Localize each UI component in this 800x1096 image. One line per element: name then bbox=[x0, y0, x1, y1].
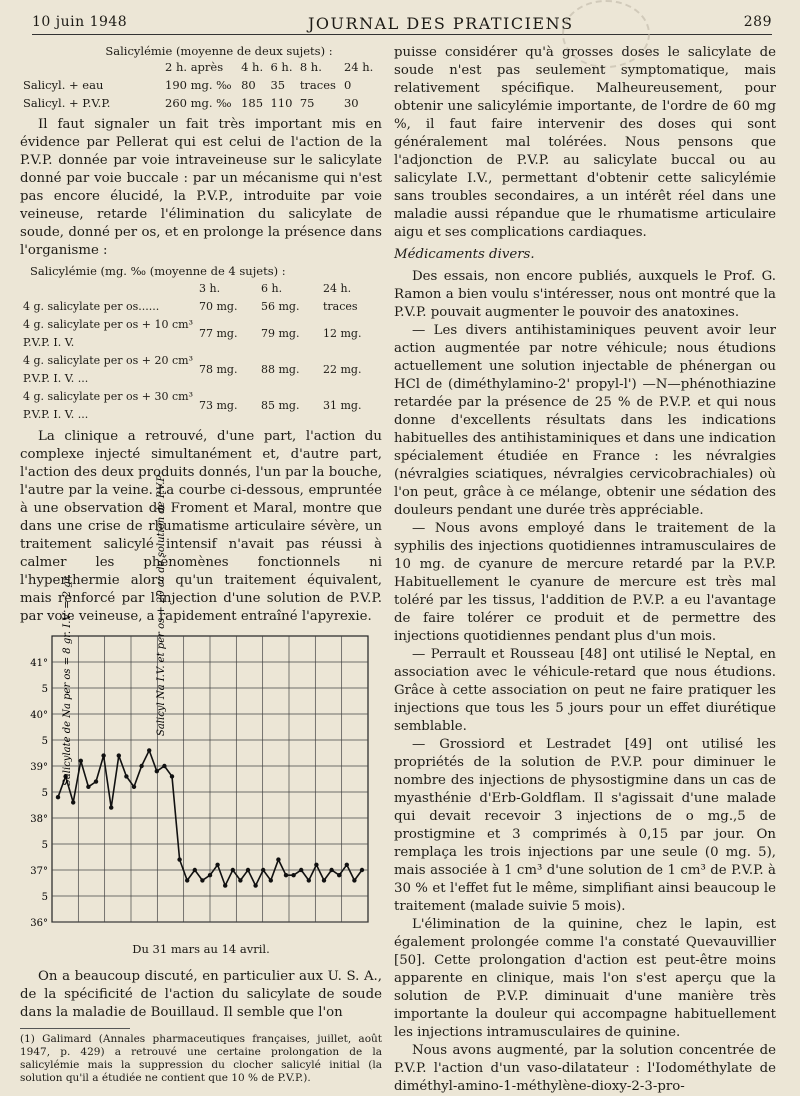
table2 bbox=[20, 280, 382, 424]
data-point bbox=[177, 857, 181, 861]
cell: 260 mg. ‰ bbox=[165, 96, 232, 110]
data-point bbox=[322, 878, 326, 882]
data-point bbox=[276, 857, 280, 861]
data-point bbox=[238, 878, 242, 882]
salicylemie-table-2 bbox=[20, 262, 382, 424]
cell: 30 bbox=[343, 96, 359, 110]
data-point bbox=[360, 868, 364, 872]
data-point bbox=[132, 785, 136, 789]
table1-col: 2 h. après bbox=[165, 60, 224, 74]
left-column bbox=[20, 44, 382, 1085]
cell: 190 mg. ‰ bbox=[165, 78, 232, 92]
cell: 22 mg. bbox=[323, 363, 362, 376]
cell: 185 bbox=[241, 96, 264, 110]
table1-title: Salicylémie (moyenne de deux sujets) : bbox=[105, 44, 333, 58]
table1-col: 24 h. bbox=[343, 60, 374, 74]
data-point bbox=[170, 774, 174, 778]
paragraph: Il faut signaler un fait très important mis en évidence par Pellerat qui est celui de l'action de la P.V.P. donnée par voie intraveineuse sur le salicylate donné par voie buccale : par un mécanisme qui n'est pas encore élucidé, la P.V.P., introduite par voie veineuse, retarde l'élimination du salicylate de soude, donné per os, et en prolonge la présence dans l'organisme : bbox=[20, 117, 382, 258]
row-label: 4 g. salicylate per os + 30 cm³ P.V.P. I. V. ... bbox=[23, 390, 193, 421]
footnote-divider bbox=[20, 1028, 130, 1029]
header-journal-title: JOURNAL DES PRATICIENS bbox=[308, 14, 574, 33]
data-point bbox=[284, 873, 288, 877]
data-point bbox=[329, 868, 333, 872]
row-label: 4 g. salicylate per os + 20 cm³ P.V.P. I. V. ... bbox=[23, 354, 193, 385]
data-point bbox=[56, 795, 60, 799]
cell: 0 bbox=[343, 78, 352, 92]
data-point bbox=[352, 878, 356, 882]
table-row bbox=[20, 388, 382, 424]
y-tick-label: 37° bbox=[30, 866, 48, 877]
footnote: (1) Galimard (Annales pharmaceutiques françaises, juillet, août 1947, p. 429) a retrouvé une certaine prolongation de la salicylémie mais la suppression du clocher salicylé initial (la solution qu'il a étudiée ne contient que 10 % de P.V.P.). bbox=[20, 1033, 382, 1084]
data-point bbox=[185, 878, 189, 882]
cell: 79 mg. bbox=[261, 327, 300, 340]
table1-col: 4 h. bbox=[241, 60, 264, 74]
y-tick-label: 5 bbox=[41, 788, 48, 799]
data-point bbox=[269, 878, 273, 882]
salicylemie-table-1 bbox=[23, 44, 378, 112]
annotation-salicyl-pvp: Salicyl Na I.V. et per os + 20 cc de solution de P.V.P. bbox=[156, 473, 167, 736]
y-tick-label: 5 bbox=[41, 736, 48, 747]
table-row bbox=[20, 316, 382, 352]
header-date: 10 juin 1948 bbox=[32, 14, 128, 30]
data-point bbox=[147, 748, 151, 752]
data-point bbox=[246, 868, 250, 872]
cell: 110 bbox=[270, 96, 293, 110]
page-header bbox=[32, 8, 772, 35]
data-point bbox=[314, 863, 318, 867]
table2-col: 3 h. bbox=[199, 282, 221, 295]
cell: 77 mg. bbox=[199, 327, 238, 340]
cell: traces bbox=[299, 78, 336, 92]
paragraph: L'élimination de la quinine, chez le lapin, est également prolongée comme l'a constaté Quevauvillier [50]. Cette prolongation d'action est peut-être moins apparente en clinique, mais l'on s'est aperçu que la solution de P.V.P. diminuait d'une manière très importante la douleur qui accompagne habituellement les injections intramusculaires de quinine. bbox=[394, 917, 776, 1040]
row-label: Salicyl. + eau bbox=[23, 78, 104, 92]
data-point bbox=[86, 785, 90, 789]
y-tick-label: 41° bbox=[30, 658, 48, 669]
data-point bbox=[109, 805, 113, 809]
cell: 88 mg. bbox=[261, 363, 300, 376]
y-tick-label: 5 bbox=[41, 892, 48, 903]
cell: 35 bbox=[270, 78, 286, 92]
table1 bbox=[23, 58, 378, 112]
paragraph: Nous avons augmenté, par la solution concentrée de P.V.P. l'action d'un vaso-dilatateur : l'Iodométhylate de diméthyl-amino-1-méthylène-dioxy-2-3-pro- bbox=[394, 1043, 776, 1094]
cell: 31 mg. bbox=[323, 399, 362, 412]
data-point bbox=[307, 878, 311, 882]
data-point bbox=[117, 753, 121, 757]
cell: 75 bbox=[299, 96, 315, 110]
data-point bbox=[71, 800, 75, 804]
y-tick-label: 38° bbox=[30, 814, 48, 825]
row-label: Salicyl. + P.V.P. bbox=[23, 96, 111, 110]
chart-caption: Du 31 mars au 14 avril. bbox=[132, 942, 270, 956]
y-tick-label: 39° bbox=[30, 762, 48, 773]
paragraph: On a beaucoup discuté, en particulier aux U. S. A., de la spécificité de l'action du salicylate de soude dans la maladie de Bouillaud. Il semble que l'on bbox=[20, 969, 382, 1020]
table-row bbox=[60, 94, 378, 112]
header-page-number: 289 bbox=[743, 14, 772, 30]
data-point bbox=[223, 883, 227, 887]
data-point bbox=[124, 774, 128, 778]
cell: traces bbox=[323, 300, 358, 313]
data-point bbox=[261, 868, 265, 872]
paragraph: puisse considérer qu'à grosses doses le salicylate de soude n'est pas seulement symptomatique, mais relativement spécifique. Malheureusement, pour obtenir une salicylémie importante, de l'ordre de 60 mg %, il faut faire intervenir des doses qui sont généralement mal tolérées. Nous pensons que l'adjonction de P.V.P. au salicylate buccal ou au salicylate I.V., permettant d'obtenir cette salicylémie sans troubles secondaires, a un intérêt réel dans une maladie aussi répandue que le rhumatisme articulaire aigu et ses complications cardiaques. bbox=[394, 45, 776, 240]
table2-col: 6 h. bbox=[261, 282, 283, 295]
paragraph: — Grossiord et Lestradet [49] ont utilisé les propriétés de la solution de P.V.P. pour diminuer le nombre des injections de physostigmine dans un cas de myasthénie d'Erb-Goldflam. Il s'agissait d'une malade qui devait recevoir 3 injections de o mg.,5 de prostigmine et 3 comprimés à 0,15 par jour. On remplaça les trois injections par une seule (0 mg. 5), mais associée à 1 cm³ d'une solution de 1 cm³ de P.V.P. à 30 % et l'effet fut le même, simplifiant ainsi beaucoup le traitement (malade suivie 5 mois). bbox=[394, 737, 776, 914]
cell: 12 mg. bbox=[323, 327, 362, 340]
annotation-salicylate: Salicylate de Na per os = 8 gr. I.V. = 2 gr. bbox=[62, 574, 73, 786]
paragraph: — Les divers antihistaminiques peuvent avoir leur action augmentée par notre véhicule; nous étudions actuellement une solution injectable de phénergan ou HCl de (diméthylamino-2' propyl-l') —N—phénothiazine retardée par la présence de 25 % de P.V.P. et qui nous donne d'excellents résultats dans les indications habituelles des antihistaminiques et dans une indication spécialement étudiée en France : les névralgies (névralgies sciatiques, névralgies cervicobrachiales) où l'on peut, grâce à ce mélange, obtenir une sédation des douleurs pendant une durée très appréciable. bbox=[394, 323, 776, 518]
cell: 56 mg. bbox=[261, 300, 300, 313]
data-point bbox=[215, 863, 219, 867]
table2-col: 24 h. bbox=[323, 282, 352, 295]
data-point bbox=[101, 753, 105, 757]
paragraph: — Nous avons employé dans le traitement de la syphilis des injections quotidiennes intramusculaires de 10 mg. de cyanure de mercure retardé par la P.V.P. Habituellement le cyanure de mercure est très mal toléré par les tissus, l'addition de P.V.P. a eu l'avantage de faire tolérer ce produit et de permettre des injections quotidiennes pendant plus d'un mois. bbox=[394, 521, 776, 644]
table1-col: 8 h. bbox=[299, 60, 322, 74]
data-point bbox=[253, 883, 257, 887]
right-column bbox=[394, 44, 776, 1096]
cell: 78 mg. bbox=[199, 363, 238, 376]
table-row bbox=[20, 352, 382, 388]
data-point bbox=[139, 764, 143, 768]
table-row bbox=[20, 298, 382, 316]
cell: 70 mg. bbox=[199, 300, 238, 313]
data-point bbox=[200, 878, 204, 882]
cell: 85 mg. bbox=[261, 399, 300, 412]
table1-col: 6 h. bbox=[270, 60, 293, 74]
data-point bbox=[231, 868, 235, 872]
y-tick-label: 5 bbox=[41, 840, 48, 851]
paragraph: La clinique a retrouvé, d'une part, l'action du complexe injecté simultanément et, d'autre part, l'action des deux produits donnés, l'un par la bouche, l'autre par la veine. La courbe ci-dessous, empruntée à une observation de Froment et Maral, montre que dans une crise de rhumatisme articulaire sévère, un traitement salicylé intensif n'avait pas réussi à calmer les phénomènes fonctionnels ni l'hyperthermie alors qu'un traitement équivalent, mais renforcé par l'injection d'une solution de P.V.P. par voie veineuse, a rapidement entraîné l'apyrexie. bbox=[20, 429, 382, 624]
data-point bbox=[345, 863, 349, 867]
y-tick-label: 40° bbox=[30, 710, 48, 721]
y-tick-label: 36° bbox=[30, 918, 48, 929]
row-label: 4 g. salicylate per os...... bbox=[23, 300, 160, 313]
table-row bbox=[60, 76, 378, 94]
cell: 73 mg. bbox=[199, 399, 238, 412]
data-point bbox=[193, 868, 197, 872]
row-label: 4 g. salicylate per os + 10 cm³ P.V.P. I. V. bbox=[23, 318, 193, 349]
data-point bbox=[94, 779, 98, 783]
data-point bbox=[337, 873, 341, 877]
data-point bbox=[208, 873, 212, 877]
data-point bbox=[79, 759, 83, 763]
section-heading: Médicaments divers. bbox=[394, 247, 535, 262]
data-point bbox=[155, 769, 159, 773]
table2-title: Salicylémie (mg. ‰ (moyenne de 4 sujets) : bbox=[30, 264, 286, 278]
paragraph: Des essais, non encore publiés, auxquels le Prof. G. Ramon a bien voulu s'intéresser, nous ont montré que la P.V.P. pouvait augmenter le pouvoir des anatoxines. bbox=[394, 269, 776, 320]
data-point bbox=[291, 873, 295, 877]
data-point bbox=[299, 868, 303, 872]
data-point bbox=[162, 764, 166, 768]
cell: 80 bbox=[241, 78, 256, 92]
paragraph: — Perrault et Rousseau [48] ont utilisé le Neptal, en association avec le véhicule-retard que nous étudions. Grâce à cette association on peut ne faire pratiquer les injections que tous les 5 jours pour un effet diurétique semblable. bbox=[394, 647, 776, 734]
y-tick-label: 5 bbox=[41, 684, 48, 695]
